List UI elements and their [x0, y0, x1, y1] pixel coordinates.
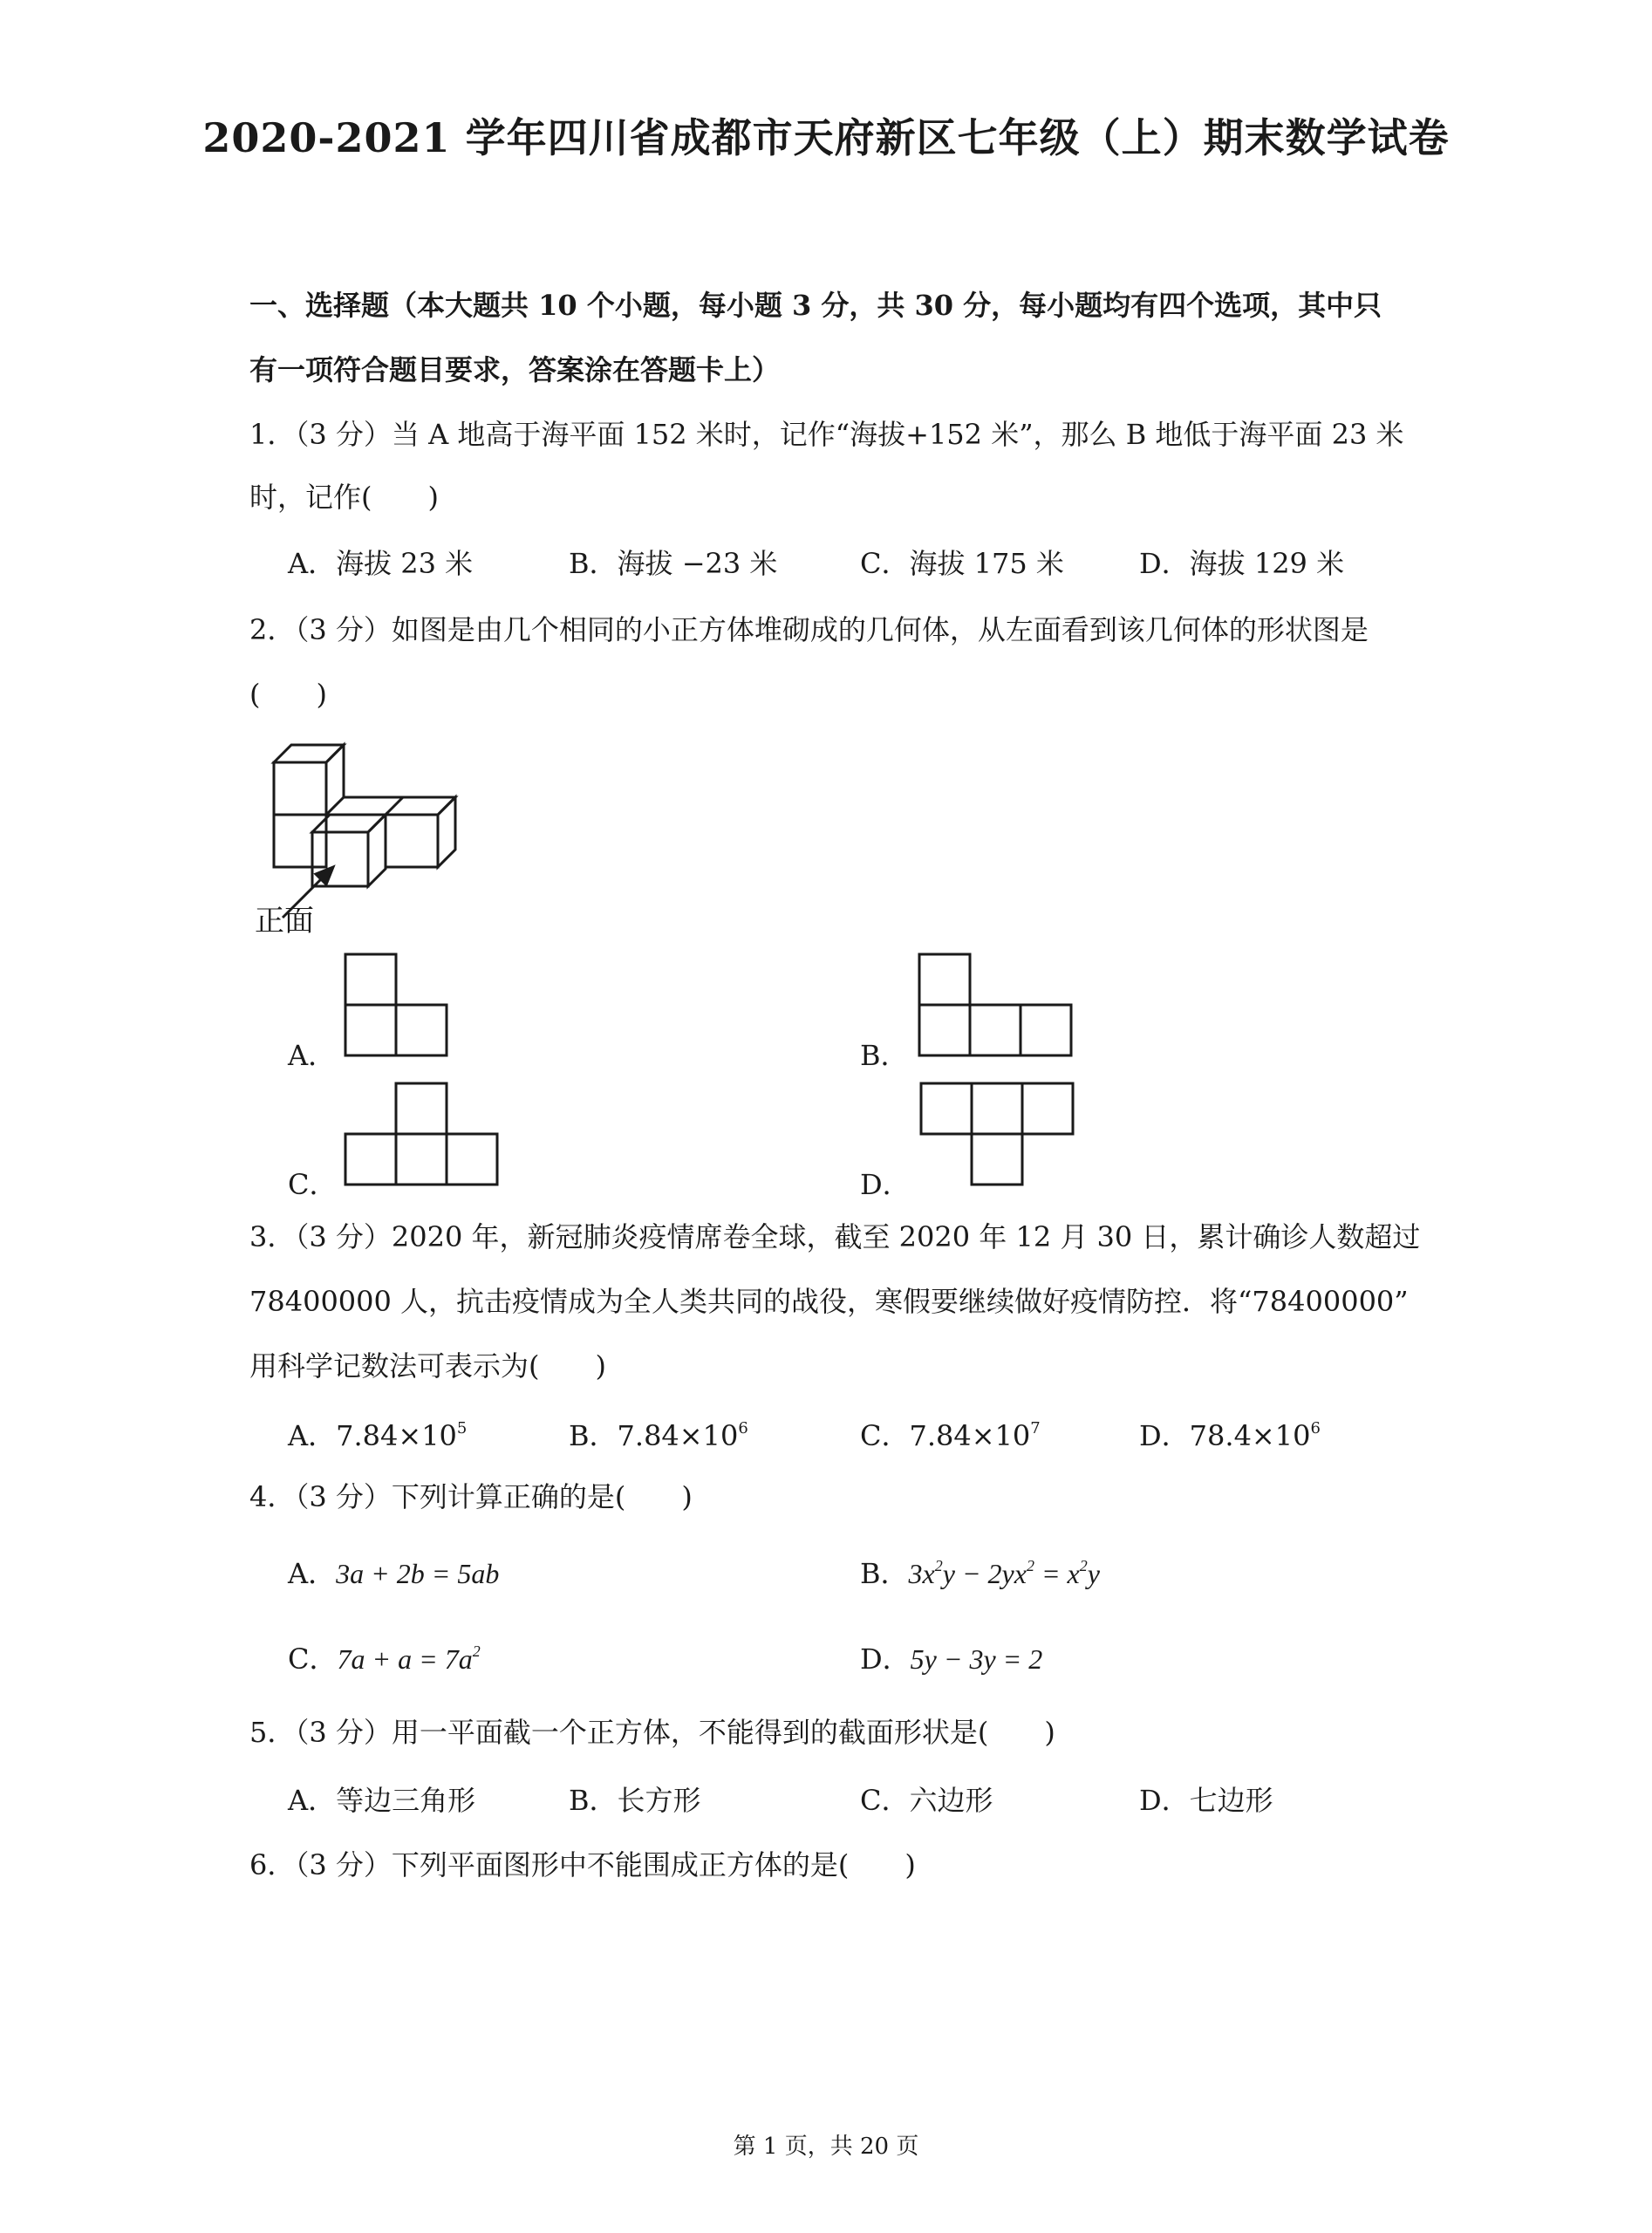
question-2-option-b-label: B． — [860, 1039, 909, 1072]
page-footer: 第 1 页，共 20 页 — [733, 2134, 919, 2160]
stacked-cubes-figure — [253, 741, 480, 916]
question-2-stem-line1: 2．（3 分）如图是由几个相同的小正方体堆砌成的几何体，从左面看到该几何体的形状图是 — [249, 613, 1369, 646]
question-2-option-c-label: C． — [288, 1168, 338, 1201]
question-5-option-a: A．等边三角形 — [288, 1784, 476, 1817]
section-heading-line1: 一、选择题（本大题共 10 个小题，每小题 3 分，共 30 分，每小题均有四个选项，其中只 — [249, 289, 1382, 322]
question-4-option-c: C．$7a + a = 7a^2$ — [288, 1642, 481, 1676]
question-1-stem-line1: 1．（3 分）当 A 地高于海平面 152 米时，记作“海拔+152 米”，那么 B 地低于海平面 23 米 — [249, 418, 1404, 451]
question-4-option-b: B．$3x^2y - 2yx^2 = x^2y$ — [860, 1557, 1100, 1590]
question-4-option-d: D．5y − 3y = 2 — [860, 1642, 1043, 1676]
question-2-option-d-figure — [919, 1082, 1076, 1186]
question-5-option-b: B．长方形 — [569, 1784, 701, 1817]
question-2-option-d-label: D． — [860, 1168, 911, 1201]
page-title: 2020-2021 学年四川省成都市天府新区七年级（上）期末数学试卷 — [202, 114, 1450, 161]
figure-front-label: 正面 — [255, 904, 314, 939]
section-heading-line2: 有一项符合题目要求，答案涂在答题卡上） — [249, 353, 781, 386]
question-3-stem-line2: 78400000 人，抗击疫情成为全人类共同的战役，寒假要继续做好疫情防控．将“78400000” — [249, 1285, 1409, 1318]
question-5-option-c: C．六边形 — [860, 1784, 993, 1817]
question-2-option-b-figure — [918, 953, 1075, 1057]
question-1-option-d: D．海拔 129 米 — [1139, 547, 1345, 580]
question-2-option-a-label: A． — [288, 1039, 337, 1072]
question-3-stem-line3: 用科学记数法可表示为( ) — [249, 1349, 606, 1383]
question-4-stem: 4．（3 分）下列计算正确的是( ) — [249, 1480, 693, 1513]
question-6-stem: 6．（3 分）下列平面图形中不能围成正方体的是( ) — [249, 1848, 916, 1881]
question-2-option-c-figure — [344, 1082, 501, 1186]
question-1-stem-line2: 时，记作( ) — [249, 481, 439, 514]
question-5-option-d: D．七边形 — [1139, 1784, 1273, 1817]
question-4-option-a: A．3a + 2b = 5ab — [288, 1557, 500, 1590]
question-3-option-a: A．$7.84\times 10^5$ — [288, 1419, 468, 1452]
question-3-option-c: C．$7.84\times 10^7$ — [860, 1419, 1041, 1452]
question-2-option-a-figure — [344, 953, 448, 1057]
question-3-option-b: B．$7.84\times 10^6$ — [569, 1419, 748, 1452]
question-3-stem-line1: 3．（3 分）2020 年，新冠肺炎疫情席卷全球，截至 2020 年 12 月 30 日，累计确诊人数超过 — [249, 1220, 1421, 1253]
question-1-option-c: C．海拔 175 米 — [860, 547, 1064, 580]
question-1-option-b: B．海拔 −23 米 — [569, 547, 778, 580]
question-1-option-a: A．海拔 23 米 — [288, 547, 474, 580]
question-2-stem-line2: ( ) — [249, 678, 327, 711]
question-3-option-d: D．$78.4\times 10^6$ — [1139, 1419, 1321, 1452]
question-5-stem: 5．（3 分）用一平面截一个正方体，不能得到的截面形状是( ) — [249, 1716, 1055, 1749]
